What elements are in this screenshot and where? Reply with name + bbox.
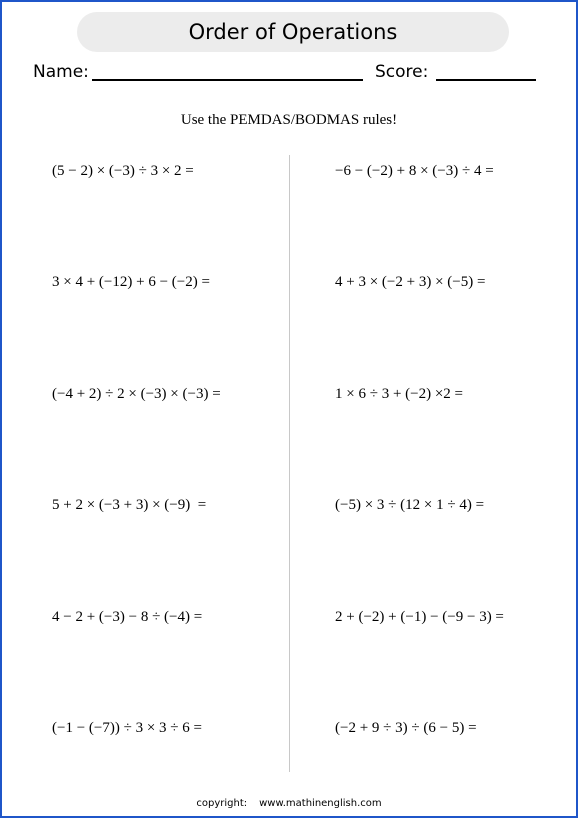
- copyright-label: copyright:: [196, 798, 248, 809]
- problem-right-5: 2 + (−2) + (−1) − (−9 − 3) =: [335, 609, 504, 625]
- problem-left-5: 4 − 2 + (−3) − 8 ÷ (−4) =: [52, 609, 203, 625]
- instruction-text: Use the PEMDAS/BODMAS rules!: [180, 112, 398, 128]
- problem-left-3: (−4 + 2) ÷ 2 × (−3) × (−3) =: [52, 386, 221, 402]
- website-link[interactable]: www.mathinenglish.com: [259, 798, 382, 809]
- problem-left-1: (5 − 2) × (−3) ÷ 3 × 2 =: [52, 163, 194, 179]
- problem-left-4: 5 + 2 × (−3 + 3) × (−9) =: [52, 497, 207, 513]
- problem-right-4: (−5) × 3 ÷ (12 × 1 ÷ 4) =: [335, 497, 485, 513]
- problem-left-6: (−1 − (−7)) ÷ 3 × 3 ÷ 6 =: [52, 720, 202, 736]
- column-divider: [289, 155, 290, 772]
- problem-left-2: 3 × 4 + (−12) + 6 − (−2) =: [52, 274, 210, 290]
- name-answer-line[interactable]: [92, 79, 363, 81]
- score-label: Score:: [375, 62, 429, 82]
- footer: [0, 798, 578, 809]
- problem-right-3: 1 × 6 ÷ 3 + (−2) ×2 =: [335, 386, 464, 402]
- problem-right-1: −6 − (−2) + 8 × (−3) ÷ 4 =: [335, 163, 494, 179]
- score-answer-line[interactable]: [436, 79, 536, 81]
- name-label: Name:: [33, 62, 89, 82]
- problem-right-6: (−2 + 9 ÷ 3) ÷ (6 − 5) =: [335, 720, 477, 736]
- worksheet-title: Order of Operations: [77, 12, 509, 52]
- problem-right-2: 4 + 3 × (−2 + 3) × (−5) =: [335, 274, 486, 290]
